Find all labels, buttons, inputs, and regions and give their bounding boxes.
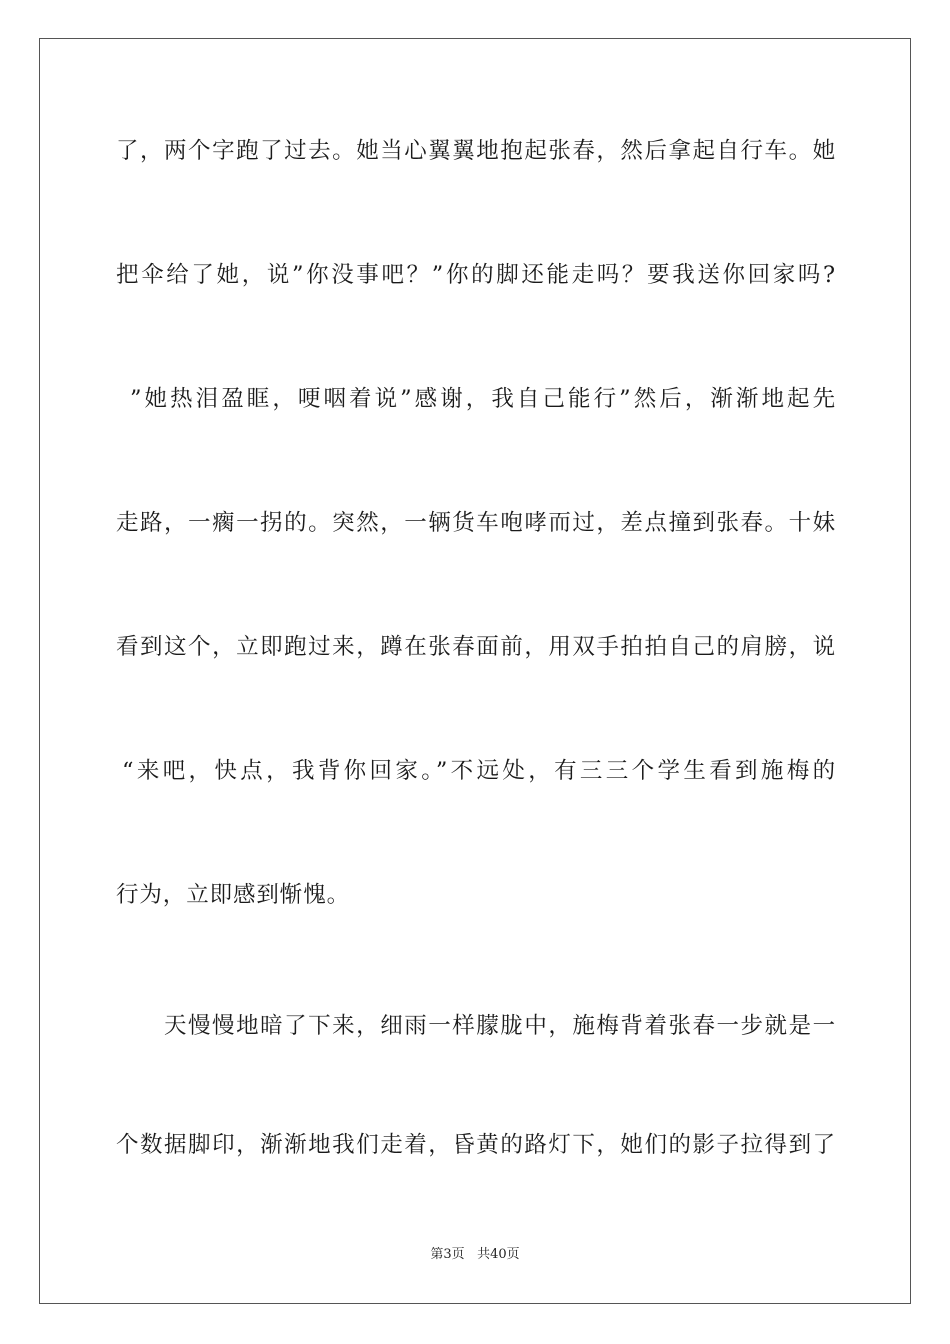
page-total: 共40页 xyxy=(477,1247,520,1262)
page-border xyxy=(39,38,911,1304)
page-number: 第3页 xyxy=(430,1247,465,1262)
paragraph-2-line-1: 天慢慢地暗了下来，细雨一样朦胧中，施梅背着张春一步就是一 xyxy=(164,1013,836,1039)
text-line-4: 走路，一瘸一拐的。突然，一辆货车咆哮而过，差点撞到张春。十妹 xyxy=(116,510,836,536)
page-footer xyxy=(0,1247,950,1263)
text-line-2: 把伞给了她，说”你没事吧？”你的脚还能走吗？要我送你回家吗? xyxy=(116,262,836,288)
text-line-3: ”她热泪盈眶，哽咽着说”感谢，我自己能行”然后，渐渐地起先 xyxy=(130,386,836,412)
text-line-7: 行为，立即感到惭愧。 xyxy=(116,882,351,908)
text-line-5: 看到这个，立即跑过来，蹲在张春面前，用双手拍拍自己的肩膀，说 xyxy=(116,634,836,660)
text-line-1: 了，两个字跑了过去。她当心翼翼地抱起张春，然后拿起自行车。她 xyxy=(116,138,836,164)
text-line-6: “来吧，快点，我背你回家。”不远处，有三三个学生看到施梅的 xyxy=(122,758,836,784)
paragraph-2-line-2: 个数据脚印，渐渐地我们走着，昏黄的路灯下，她们的影子拉得到了 xyxy=(116,1132,836,1158)
